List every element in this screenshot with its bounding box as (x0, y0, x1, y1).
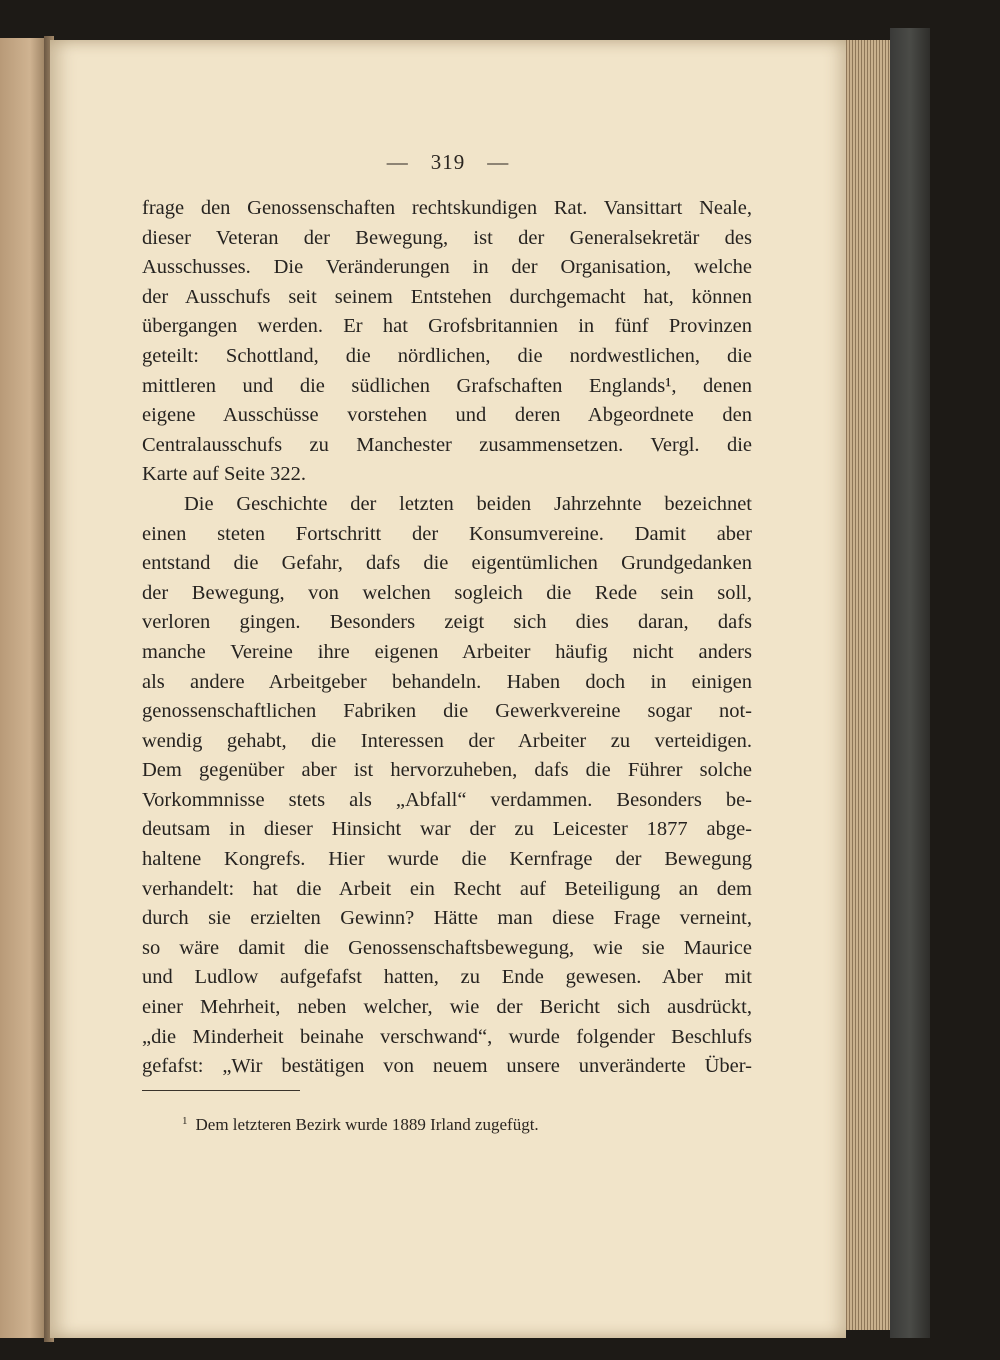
book-page (50, 40, 846, 1338)
text-line: geteilt: Schottland, die nördlichen, die nordwestlichen, die (142, 344, 752, 367)
text-line: Vorkommnisse stets als „Abfall“ verdammen. Besonders be- (142, 788, 752, 811)
page-header (50, 150, 846, 175)
header-dash-right: — (487, 150, 510, 174)
text-line: eigene Ausschüsse vorstehen und deren Abgeordnete den (142, 404, 752, 427)
page-number: 319 (430, 150, 466, 174)
text-line: verloren gingen. Besonders zeigt sich dies daran, dafs (142, 611, 752, 634)
text-line: einer Mehrheit, neben welcher, wie der Bericht sich ausdrückt, (142, 996, 752, 1019)
text-line: manche Vereine ihre eigenen Arbeiter häufig nicht anders (142, 640, 752, 663)
book-cover-edge (890, 28, 930, 1338)
text-line: mittleren und die südlichen Grafschaften Englands¹, denen (142, 374, 752, 397)
footnote-mark: 1 (182, 1115, 188, 1127)
text-line: der Ausschufs seit seinem Entstehen durchgemacht hat, können (142, 285, 752, 308)
text-line: Die Geschichte der letzten beiden Jahrzehnte bezeichnet (184, 492, 752, 515)
text-line: genossenschaftlichen Fabriken die Gewerkvereine sogar not- (142, 700, 752, 723)
text-line: übergangen werden. Er hat Grofsbritannien in fünf Provinzen (142, 315, 752, 338)
text-line: und Ludlow aufgefafst hatten, zu Ende gewesen. Aber mit (142, 966, 752, 989)
text-line: der Bewegung, von welchen sogleich die Rede sein soll, (142, 581, 752, 604)
header-dash-left: — (386, 150, 409, 174)
text-line: verhandelt: hat die Arbeit ein Recht auf Beteiligung an dem (142, 877, 752, 900)
text-line: durch sie erzielten Gewinn? Hätte man diese Frage verneint, (142, 907, 752, 930)
text-line: entstand die Gefahr, dafs die eigentümlichen Grundgedanken (142, 552, 752, 575)
text-line: Ausschusses. Die Veränderungen in der Organisation, welche (142, 256, 752, 279)
text-line: so wäre damit die Genossenschaftsbewegung, wie sie Maurice (142, 936, 752, 959)
facing-page-edge (0, 38, 50, 1338)
text-line: deutsam in dieser Hinsicht war der zu Leicester 1877 abge- (142, 818, 752, 841)
footnote-divider (142, 1090, 300, 1091)
text-line: einen steten Fortschritt der Konsumvereine. Damit aber (142, 522, 752, 545)
text-line: frage den Genossenschaften rechtskundigen Rat. Vansittart Neale, (142, 197, 752, 219)
text-line: als andere Arbeitgeber behandeln. Haben doch in einigen (142, 670, 752, 693)
text-line: dieser Veteran der Bewegung, ist der Generalsekretär des (142, 226, 752, 249)
text-line: Karte auf Seite 322. (142, 463, 306, 486)
text-line: gefafst: „Wir bestätigen von neuem unsere unveränderte Über- (142, 1055, 752, 1078)
body-text (142, 194, 752, 1082)
text-line: wendig gehabt, die Interessen der Arbeiter zu verteidigen. (142, 729, 752, 752)
text-line: „die Minderheit beinahe verschwand“, wurde folgender Beschlufs (142, 1025, 752, 1048)
text-line: Centralausschufs zu Manchester zusammensetzen. Vergl. die (142, 433, 752, 456)
footnote-text: Dem letzteren Bezirk wurde 1889 Irland zugefügt. (195, 1115, 539, 1134)
footnote (182, 1115, 539, 1135)
text-line: haltene Kongrefs. Hier wurde die Kernfrage der Bewegung (142, 848, 752, 871)
text-line: Dem gegenüber aber ist hervorzuheben, dafs die Führer solche (142, 759, 752, 782)
page-edges (838, 40, 898, 1330)
